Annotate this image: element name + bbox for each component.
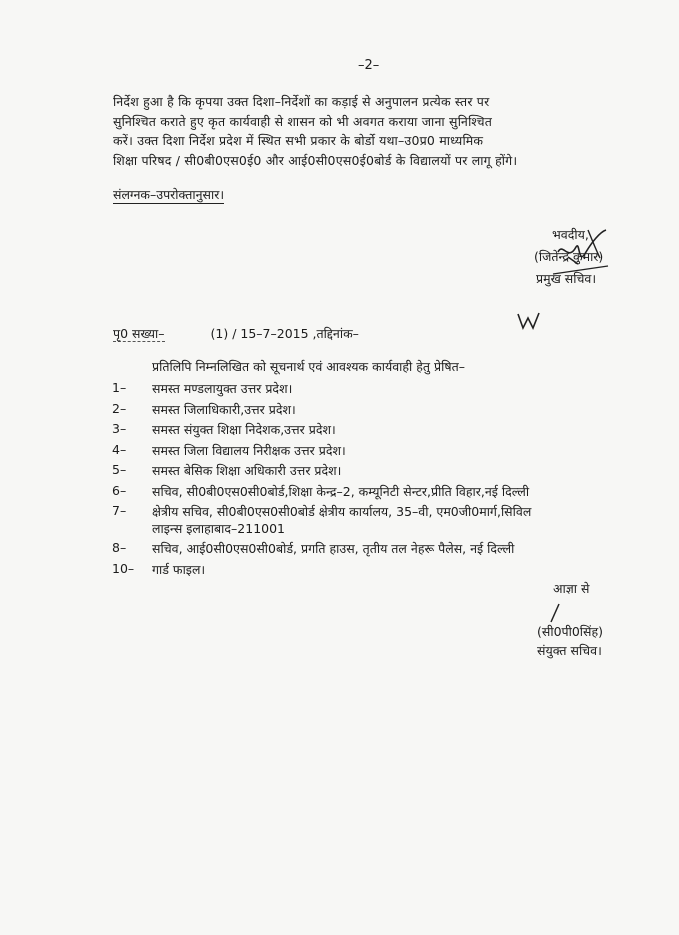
list-item-text: समस्त संयुक्त शिक्षा निदेशक,उत्तर प्रदेश। [152, 422, 336, 437]
list-item-number: 10– [112, 560, 135, 576]
list-item-text-line: क्षेत्रीय सचिव, सी0बी0एस0सी0बोर्ड क्षेत्रीय कार्यालय, 35–वी, एम0जी0मार्ग,सिविल [152, 504, 532, 519]
list-item-text [152, 503, 531, 537]
list-item-number: 5– [112, 462, 127, 477]
order-line: आज्ञा से [553, 581, 590, 596]
paragraph-line: करें। उक्त दिशा निर्देश प्रदेश में स्थित सभी प्रकार के बोर्डो यथा–उ0प्र0 माध्यमिक [113, 133, 484, 148]
list-item-number: 6– [112, 482, 127, 498]
paragraph-line: शिक्षा परिषद / सी0बी0एस0ई0 और आई0सी0एस0ई0बोर्ड के विद्यालयों पर लागू होंगे। [113, 152, 518, 168]
list-item-number: 3– [112, 421, 127, 436]
list-item-number: 2– [112, 400, 127, 416]
signatory-name: (जितेन्द्र कुमार) [534, 249, 604, 264]
signatory-designation: संयुक्त सचिव। [537, 643, 602, 658]
signatory-designation: प्रमुख सचिव। [536, 271, 597, 286]
body-paragraph [113, 92, 673, 170]
reference-number: (1) / 15–7–2015 ,तद्दिनांक– [210, 326, 359, 341]
signature-block-joint-secretary [537, 622, 603, 660]
list-item-number: 1– [112, 380, 127, 395]
list-item-number: 8– [112, 540, 127, 555]
enclosure-note: संलग्नक–उपरोक्तानुसार। [113, 187, 225, 202]
page-number: –2– [358, 58, 380, 73]
signatory-name: (सी0पी0सिंह) [537, 624, 604, 639]
list-item-text: गार्ड फाइल। [152, 561, 206, 577]
list-item-text: समस्त जिला विद्यालय निरीक्षक उत्तर प्रदेश। [152, 442, 346, 458]
list-item-text: सचिव, आई0सी0एस0सी0बोर्ड, प्रगति हाउस, तृतीय तल नेहरू पैलेस, नई दिल्ली [152, 541, 515, 556]
paragraph-line: निर्देश हुआ है कि कृपया उक्त दिशा–निर्देशों का कड़ाई से अनुपालन प्रत्येक स्तर पर [113, 94, 490, 109]
list-item-number: 4– [112, 441, 127, 457]
list-item-text-line: लाइन्स इलाहाबाद–211001 [152, 521, 286, 536]
handwritten-signature [548, 222, 618, 282]
list-item-text: सचिव, सी0बी0एस0सी0बोर्ड,शिक्षा केन्द्र–2, कम्यूनिटी सेन्टर,प्रीति विहार,नई दिल्ली [152, 483, 530, 499]
copy-intro: प्रतिलिपि निम्नलिखित को सूचनार्थ एवं आवश्यक कार्यवाही हेतु प्रेषित– [152, 359, 465, 374]
list-item-text: समस्त बेसिक शिक्षा अधिकारी उत्तर प्रदेश। [152, 463, 342, 478]
handwritten-mark [516, 310, 542, 332]
list-item-number: 7– [112, 503, 127, 518]
list-item-text: समस्त मण्डलायुक्त उत्तर प्रदेश। [152, 381, 293, 396]
handwritten-initial [545, 602, 565, 624]
reference-label: पृ0 सख्या– [113, 326, 165, 341]
paragraph-line: सुनिश्चित कराते हुए कृत कार्यवाही से शासन को भी अवगत कराया जाना सुनिश्चित [113, 113, 493, 129]
list-item-text: समस्त जिलाधिकारी,उत्तर प्रदेश। [152, 401, 296, 417]
reference-line [113, 325, 359, 342]
closing-text: भवदीय, [552, 227, 589, 242]
